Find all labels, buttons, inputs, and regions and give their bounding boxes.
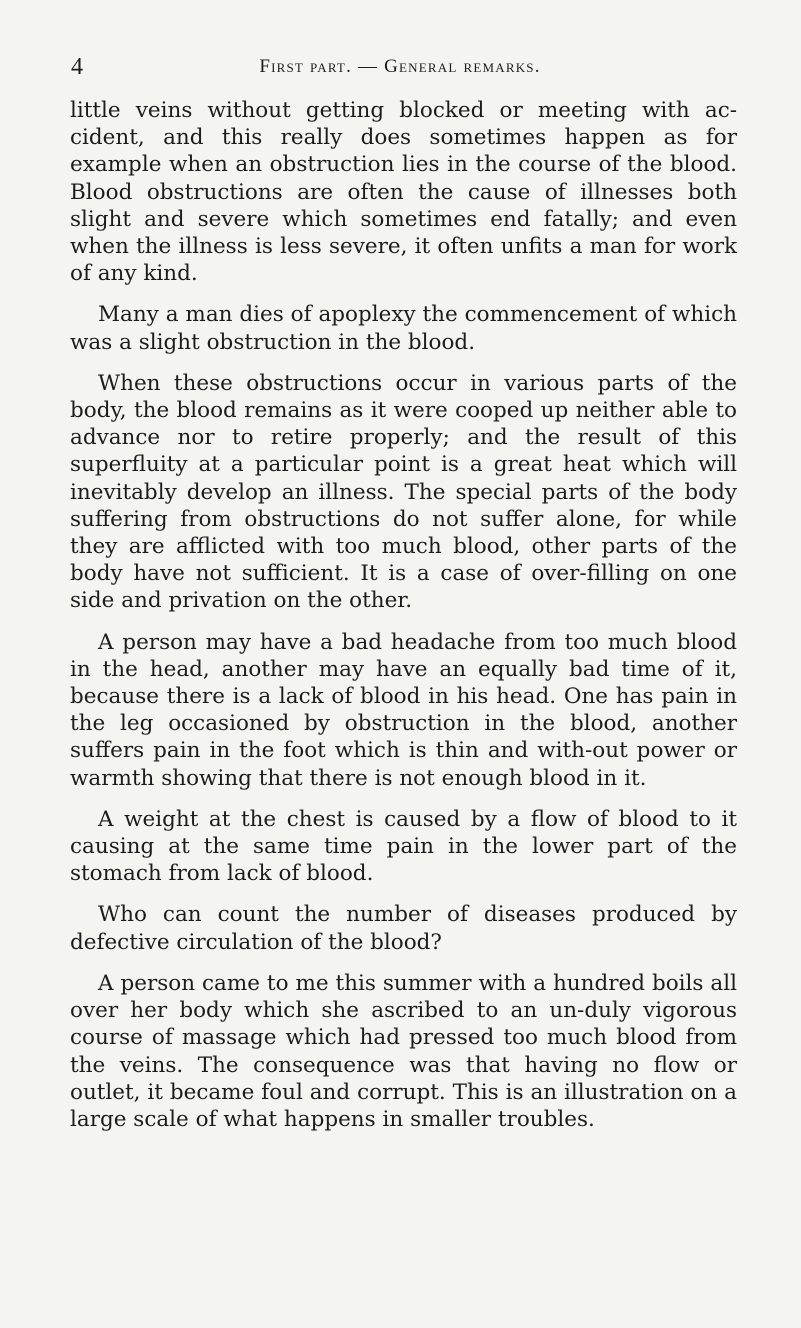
paragraph-1: little veins without getting blocked or meeting with ac-cident, and this really does sometimes happen as for example when an obstruction lies in the course of the blood. Blood obstructions are often the cause of illnesses both slight and severe which sometimes end fatally; and even when the illness is less severe, it often unfits a man for work of any kind.	[70, 98, 737, 287]
running-title: First part. — General remarks.	[259, 56, 541, 77]
paragraph-6: Who can count the number of diseases produced by defective circulation of the blood?	[70, 902, 737, 955]
body-text	[70, 97, 737, 1147]
paragraph-7: A person came to me this summer with a hundred boils all over her body which she ascribed to an un-duly vigorous course of massage which had pressed too much blood from the veins. The consequence was that having no flow or outlet, it became foul and corrupt. This is an illustration on a large scale of what happens in smaller troubles.	[70, 970, 737, 1132]
paragraph-4: A person may have a bad headache from too much blood in the head, another may have an equally bad time of it, because there is a lack of blood in his head. One has pain in the leg occasioned by obstruction in the blood, another suffers pain in the foot which is thin and with-out power or warmth showing that there is not enough blood in it.	[70, 629, 737, 791]
paragraph-5: A weight at the chest is caused by a flow of blood to it causing at the same time pain in the lower part of the stomach from lack of blood.	[70, 806, 737, 887]
paragraph-3: When these obstructions occur in various parts of the body, the blood remains as it were cooped up neither able to advance nor to retire properly; and the result of this superfluity at a particular point is a great heat which will inevitably develop an illness. The special parts of the body suffering from obstructions do not suffer alone, for while they are afflicted with too much blood, other parts of the body have not sufficient. It is a case of over-filling on one side and privation on the other.	[70, 370, 737, 614]
page-number: 4	[71, 54, 83, 80]
running-head	[0, 52, 801, 92]
paragraph-2: Many a man dies of apoplexy the commencement of which was a slight obstruction in the blood.	[70, 302, 737, 355]
